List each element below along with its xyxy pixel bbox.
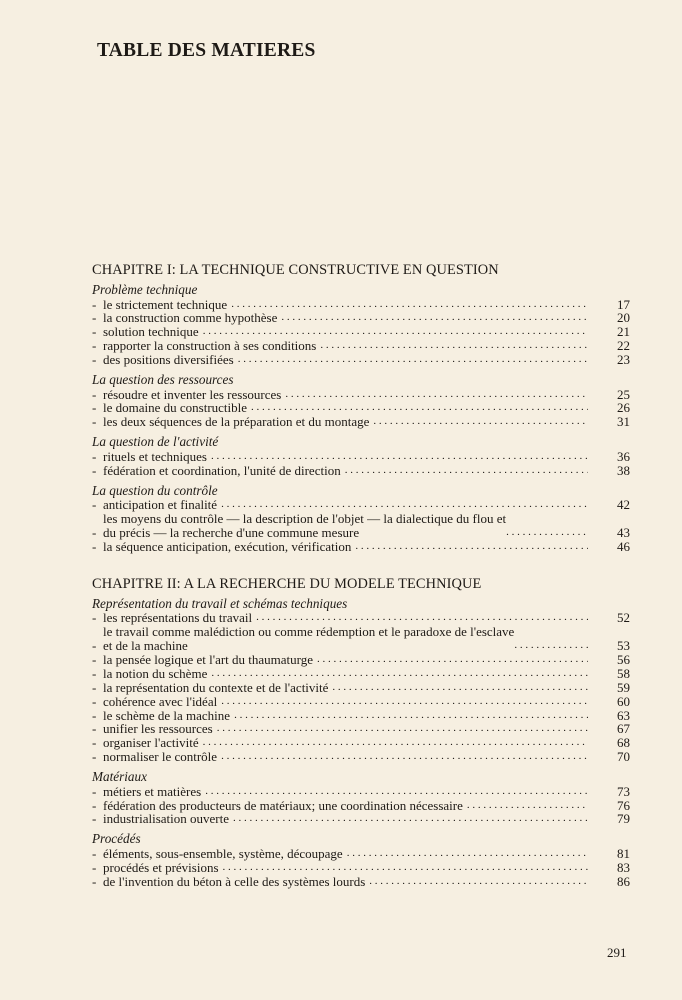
entry-page-number: 79 [617,811,630,827]
toc-entry[interactable] [92,464,630,478]
dot-leader [256,611,588,625]
entry-page-number: 58 [617,665,630,681]
entry-bullet: - [92,310,97,326]
toc-entry[interactable] [92,498,630,512]
entry-page-number: 43 [617,524,630,540]
toc-entry[interactable] [92,401,630,415]
entry-page-number: 53 [617,638,630,653]
toc-entry[interactable] [92,540,630,554]
entry-page-number: 25 [617,386,630,402]
entry-bullet: - [92,845,97,861]
entry-label: le schème de la machine [103,707,231,723]
dot-leader [355,540,588,554]
dot-leader [506,526,588,540]
entry-label-continued: et de la machine [103,638,188,653]
dot-leader [231,298,588,312]
dot-leader [234,709,588,723]
entry-bullet: - [92,338,97,354]
entry-page-number: 70 [617,749,630,765]
toc-section [92,597,630,764]
toc-entry[interactable] [92,709,630,723]
entry-page-number: 67 [617,721,630,737]
entry-label: les représentations du travail [103,610,253,626]
entry-label: organiser l'activité [103,735,199,751]
entry-page-number: 52 [617,610,630,626]
dot-leader [238,353,588,367]
entry-bullet: - [92,735,97,751]
entry-bullet: - [92,749,97,765]
dot-leader [221,498,588,512]
entry-label: cohérence avec l'idéal [103,693,218,709]
entry-label: résoudre et inventer les ressources [103,386,282,402]
toc-entry[interactable] [92,722,630,736]
dot-leader [373,415,588,429]
toc-entry[interactable] [92,681,630,695]
entry-page-number: 31 [617,414,630,430]
dot-leader [205,785,588,799]
entry-label: des positions diversifiées [103,352,234,368]
dot-leader [332,681,588,695]
section-title: La question des ressources [92,372,234,388]
entry-bullet: - [92,400,97,416]
entry-label: la construction comme hypothèse [103,310,278,326]
toc-entry[interactable] [92,750,630,764]
section-title: Représentation du travail et schémas techniques [92,595,348,611]
section-title: Matériaux [92,769,147,785]
toc-entry[interactable] [92,861,630,875]
entry-bullet: - [92,797,97,813]
entry-label: fédération des producteurs de matériaux; une coordination nécessaire [103,797,463,813]
entry-label: les moyens du contrôle — la description de l'objet — la dialectique du flou et [103,510,507,526]
entry-bullet: - [92,538,97,554]
entry-label: le travail comme malédiction ou comme rédemption et le paradoxe de l'esclave [103,624,515,640]
dot-leader [221,695,588,709]
entry-label: éléments, sous-ensemble, système, découpage [103,845,343,861]
entry-page-number: 60 [617,693,630,709]
toc-entry[interactable] [92,875,630,889]
toc-entry[interactable] [92,611,630,625]
toc-entry[interactable] [92,353,630,367]
toc-entry[interactable] [92,799,630,813]
toc-entry[interactable] [92,339,630,353]
entry-bullet: - [92,679,97,695]
toc-entry[interactable] [92,415,630,429]
toc-entry[interactable] [92,512,630,540]
dot-leader [233,812,588,826]
entry-page-number: 23 [617,352,630,368]
entry-page-number: 68 [617,735,630,751]
toc-section [92,832,630,888]
toc-entry[interactable] [92,736,630,750]
dot-leader [369,875,588,889]
entry-bullet: - [92,524,97,540]
entry-bullet: - [92,296,97,312]
dot-leader [211,667,588,681]
entry-page-number: 46 [617,538,630,554]
toc-section [92,283,630,367]
toc-entry[interactable] [92,785,630,799]
toc-section [92,435,630,477]
toc-entry[interactable] [92,847,630,861]
toc-entry[interactable] [92,311,630,325]
entry-page-number: 42 [617,497,630,513]
entry-bullet: - [92,693,97,709]
dot-leader [281,311,588,325]
entry-page-number: 59 [617,679,630,695]
entry-bullet: - [92,665,97,681]
entry-label: de l'invention du béton à celle des systèmes lourds [103,873,366,889]
entry-label: métiers et matières [103,783,202,799]
entry-bullet: - [92,324,97,340]
chapter-heading: CHAPITRE I: LA TECHNIQUE CONSTRUCTIVE EN QUESTION [92,262,499,278]
entry-label: normaliser le contrôle [103,749,218,765]
entry-page-number: 22 [617,338,630,354]
dot-leader [285,388,588,402]
entry-bullet: - [92,859,97,875]
dot-leader [203,325,588,339]
entry-bullet: - [92,651,97,667]
dot-leader [320,339,588,353]
entry-label: solution technique [103,324,199,340]
toc-section [92,484,630,554]
dot-leader [211,450,588,464]
entry-label: les deux séquences de la préparation et du montage [103,414,370,430]
toc-section [92,373,630,429]
entry-page-number: 17 [617,296,630,312]
entry-label: anticipation et finalité [103,497,218,513]
dot-leader [467,799,588,813]
page-number: 291 [607,945,627,960]
entry-label: unifier les ressources [103,721,213,737]
entry-label: rituels et techniques [103,448,207,464]
section-title: La question du contrôle [92,482,218,498]
toc-entry[interactable] [92,653,630,667]
dot-leader [317,653,588,667]
entry-page-number: 76 [617,797,630,813]
toc-section [92,770,630,826]
entry-page-number: 38 [617,462,630,478]
page-title: TABLE DES MATIERES [97,40,316,61]
dot-leader [514,639,588,653]
dot-leader [345,464,588,478]
entry-bullet: - [92,448,97,464]
entry-label-continued: du précis — la recherche d'une commune mesure [103,524,360,540]
dot-leader [221,750,588,764]
entry-page-number: 86 [617,873,630,889]
entry-bullet: - [92,497,97,513]
entry-page-number: 63 [617,707,630,723]
entry-bullet: - [92,873,97,889]
toc-entry[interactable] [92,695,630,709]
entry-label: le strictement technique [103,296,228,312]
entry-bullet: - [92,707,97,723]
dot-leader [203,736,588,750]
entry-label: industrialisation ouverte [103,811,230,827]
entry-bullet: - [92,721,97,737]
entry-bullet: - [92,783,97,799]
entry-bullet: - [92,414,97,430]
entry-bullet: - [92,386,97,402]
entry-page-number: 81 [617,845,630,861]
entry-page-number: 73 [617,783,630,799]
entry-page-number: 56 [617,651,630,667]
entry-page-number: 20 [617,310,630,326]
entry-bullet: - [92,462,97,478]
entry-label: le domaine du constructible [103,400,248,416]
entry-label: la pensée logique et l'art du thaumaturge [103,651,314,667]
entry-bullet: - [92,811,97,827]
toc-entry[interactable] [92,667,630,681]
toc-entry[interactable] [92,388,630,402]
entry-bullet: - [92,352,97,368]
toc-entry[interactable] [92,450,630,464]
entry-label: la notion du schème [103,665,208,681]
entry-label: la séquence anticipation, exécution, vérification [103,538,352,554]
entry-page-number: 21 [617,324,630,340]
section-title: La question de l'activité [92,434,219,450]
dot-leader [217,722,588,736]
entry-label: procédés et prévisions [103,859,219,875]
dot-leader [347,847,588,861]
chapter-heading: CHAPITRE II: A LA RECHERCHE DU MODELE TECHNIQUE [92,575,482,592]
entry-label: fédération et coordination, l'unité de direction [103,462,341,478]
entry-bullet: - [92,610,97,626]
entry-page-number: 36 [617,448,630,464]
table-of-contents [92,262,630,895]
entry-page-number: 83 [617,859,630,875]
dot-leader [223,861,588,875]
entry-page-number: 26 [617,400,630,416]
toc-entry[interactable] [92,625,630,653]
toc-entry[interactable] [92,325,630,339]
section-title: Problème technique [92,282,198,297]
section-title: Procédés [92,831,141,847]
entry-bullet: - [92,638,97,653]
entry-label: la représentation du contexte et de l'activité [103,679,329,695]
toc-entry[interactable] [92,812,630,826]
toc-entry[interactable] [92,298,630,312]
entry-label: rapporter la construction à ses conditions [103,338,317,354]
dot-leader [251,401,588,415]
